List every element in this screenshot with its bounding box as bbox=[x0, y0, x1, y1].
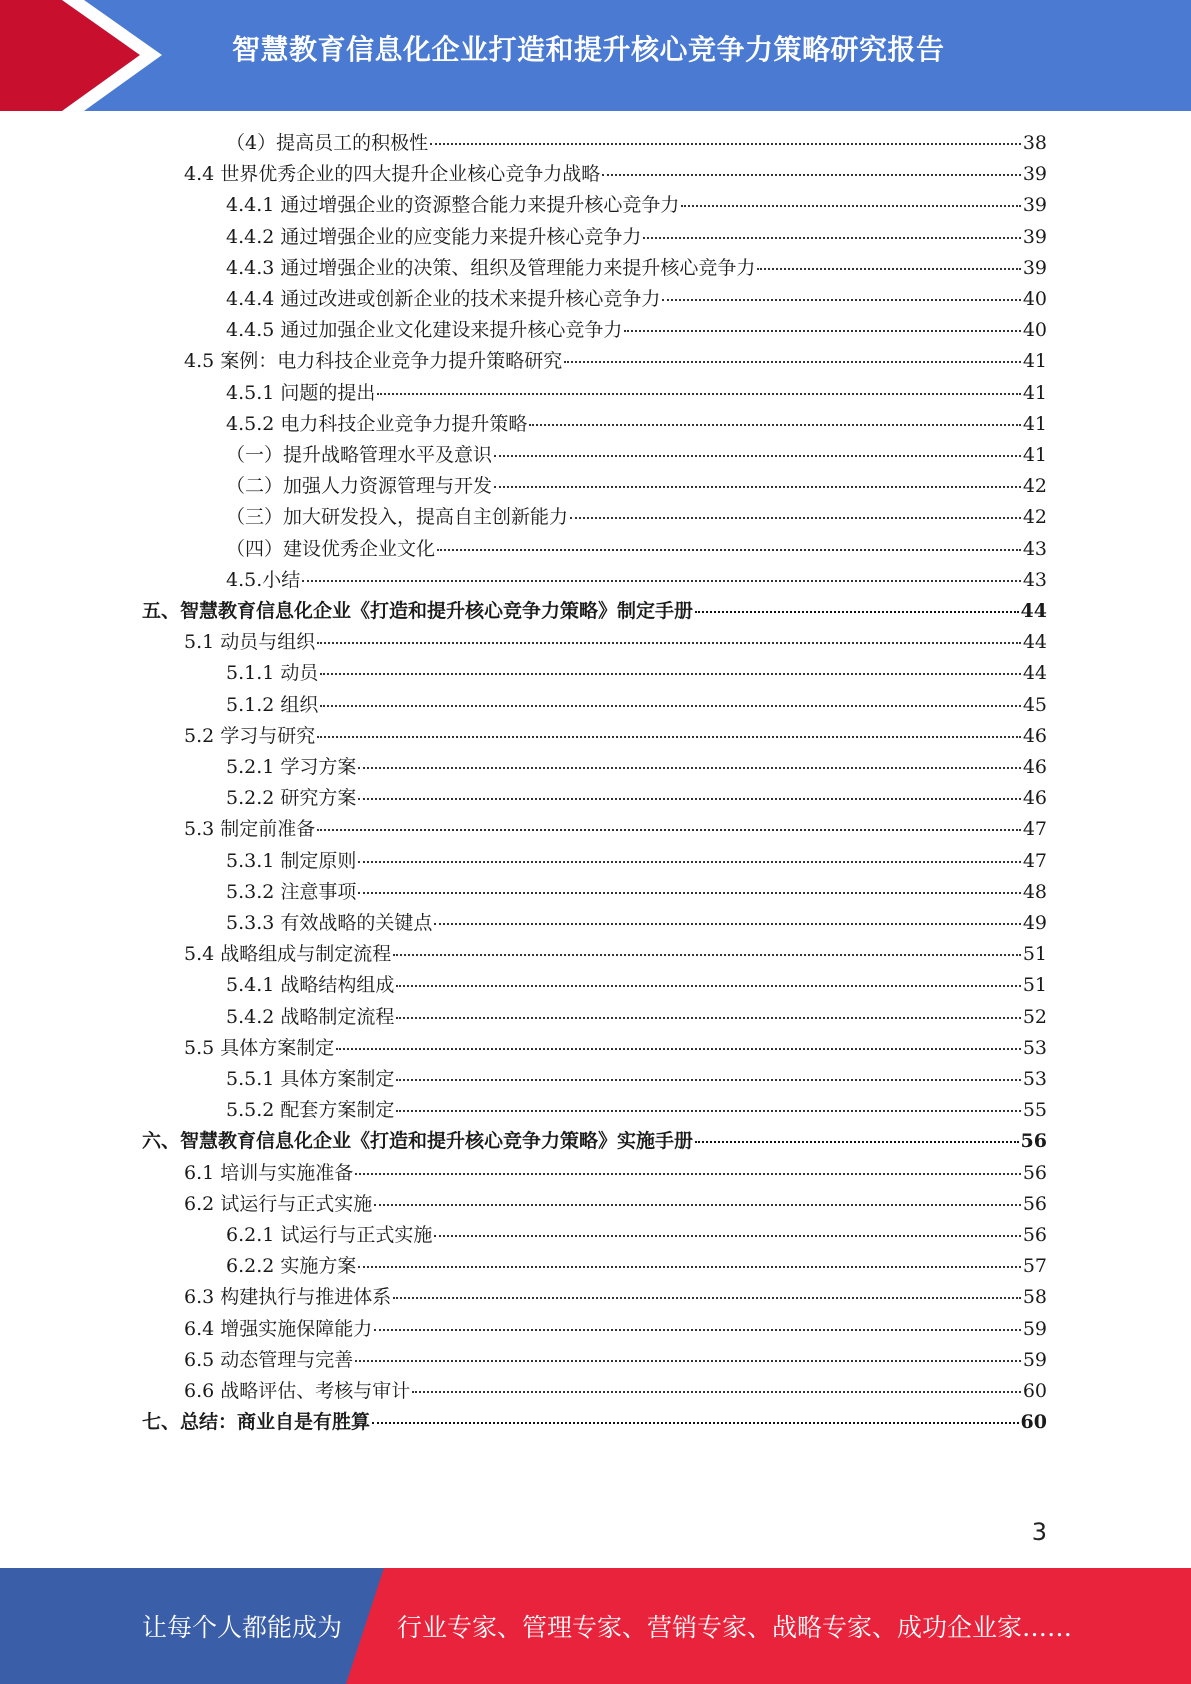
toc-entry[interactable] bbox=[226, 378, 1047, 409]
toc-dot-leader bbox=[393, 954, 1021, 956]
toc-entry[interactable] bbox=[184, 346, 1047, 377]
toc-entry-page: 56 bbox=[1022, 1193, 1047, 1215]
toc-entry[interactable] bbox=[184, 1282, 1047, 1313]
toc-entry-page: 41 bbox=[1022, 382, 1047, 404]
toc-entry[interactable] bbox=[142, 1126, 1047, 1157]
toc-entry[interactable] bbox=[226, 877, 1047, 908]
page-footer-banner bbox=[0, 1568, 1191, 1684]
toc-entry-title: （4）提高员工的积极性 bbox=[226, 132, 429, 154]
toc-entry[interactable] bbox=[226, 128, 1047, 159]
toc-entry-title: 5.2.2 研究方案 bbox=[226, 787, 357, 809]
toc-entry[interactable] bbox=[142, 1407, 1047, 1438]
toc-entry-page: 39 bbox=[1022, 194, 1047, 216]
toc-entry-page: 60 bbox=[1022, 1380, 1047, 1402]
toc-entry-title: 5.1.2 组织 bbox=[226, 694, 319, 716]
toc-dot-leader bbox=[434, 923, 1020, 925]
page-number: 3 bbox=[1031, 1518, 1047, 1546]
toc-dot-leader bbox=[695, 611, 1019, 613]
toc-entry-title: 4.5.小结 bbox=[226, 569, 301, 591]
toc-entry[interactable] bbox=[226, 1064, 1047, 1095]
toc-entry[interactable] bbox=[226, 908, 1047, 939]
toc-dot-leader bbox=[393, 1297, 1021, 1299]
toc-entry-title: 6.5 动态管理与完善 bbox=[184, 1349, 354, 1371]
toc-dot-leader bbox=[494, 486, 1021, 488]
toc-dot-leader bbox=[358, 767, 1020, 769]
toc-entry-page: 55 bbox=[1022, 1099, 1047, 1121]
toc-entry-title: 6.2 试运行与正式实施 bbox=[184, 1193, 373, 1215]
toc-entry-page: 41 bbox=[1022, 350, 1047, 372]
toc-entry-title: 4.5 案例：电力科技企业竞争力提升策略研究 bbox=[184, 350, 563, 372]
toc-entry[interactable] bbox=[184, 939, 1047, 970]
toc-entry[interactable] bbox=[226, 690, 1047, 721]
toc-dot-leader bbox=[355, 1360, 1021, 1362]
toc-entry-title: 6.2.2 实施方案 bbox=[226, 1255, 357, 1277]
toc-entry[interactable] bbox=[184, 1345, 1047, 1376]
toc-entry-page: 56 bbox=[1022, 1162, 1047, 1184]
toc-entry-title: 6.4 增强实施保障能力 bbox=[184, 1318, 373, 1340]
toc-dot-leader bbox=[396, 1017, 1020, 1019]
footer-slogan-left: 让每个人都能成为 bbox=[142, 1613, 343, 1642]
toc-entry[interactable] bbox=[226, 1002, 1047, 1033]
toc-entry-title: 五、智慧教育信息化企业《打造和提升核心竞争力策略》制定手册 bbox=[142, 600, 694, 622]
toc-entry-page: 59 bbox=[1022, 1318, 1047, 1340]
page-header-banner bbox=[0, 0, 1191, 111]
toc-entry-page: 39 bbox=[1022, 226, 1047, 248]
toc-dot-leader bbox=[396, 985, 1020, 987]
toc-entry-page: 40 bbox=[1022, 319, 1047, 341]
toc-entry-page: 43 bbox=[1022, 569, 1047, 591]
toc-dot-leader bbox=[437, 549, 1021, 551]
toc-entry[interactable] bbox=[226, 409, 1047, 440]
toc-entry-page: 46 bbox=[1022, 756, 1047, 778]
toc-entry-title: 4.4 世界优秀企业的四大提升企业核心竞争力战略 bbox=[184, 163, 601, 185]
toc-entry-title: 5.3.1 制定原则 bbox=[226, 850, 357, 872]
toc-entry[interactable] bbox=[226, 222, 1047, 253]
toc-dot-leader bbox=[529, 424, 1020, 426]
toc-entry-page: 42 bbox=[1022, 475, 1047, 497]
toc-entry[interactable] bbox=[184, 1376, 1047, 1407]
toc-dot-leader bbox=[374, 1204, 1021, 1206]
toc-entry[interactable] bbox=[226, 846, 1047, 877]
toc-entry-page: 45 bbox=[1022, 694, 1047, 716]
toc-dot-leader bbox=[396, 1110, 1020, 1112]
toc-entry-title: （一）提升战略管理水平及意识 bbox=[226, 444, 493, 466]
toc-entry-page: 38 bbox=[1022, 132, 1047, 154]
toc-entry-page: 40 bbox=[1022, 288, 1047, 310]
toc-entry-title: 4.4.2 通过增强企业的应变能力来提升核心竞争力 bbox=[226, 226, 642, 248]
header-red-chevron bbox=[0, 0, 140, 111]
toc-dot-leader bbox=[336, 1048, 1021, 1050]
toc-entry-page: 44 bbox=[1020, 600, 1047, 622]
toc-entry-page: 53 bbox=[1022, 1068, 1047, 1090]
toc-entry-title: 5.5 具体方案制定 bbox=[184, 1037, 335, 1059]
toc-entry-page: 58 bbox=[1022, 1286, 1047, 1308]
toc-entry-page: 41 bbox=[1022, 413, 1047, 435]
toc-entry-title: 5.3.2 注意事项 bbox=[226, 881, 357, 903]
toc-entry[interactable] bbox=[184, 1314, 1047, 1345]
toc-entry-page: 39 bbox=[1022, 163, 1047, 185]
toc-entry-page: 39 bbox=[1022, 257, 1047, 279]
toc-entry[interactable] bbox=[226, 315, 1047, 346]
toc-dot-leader bbox=[374, 1329, 1021, 1331]
toc-entry-page: 46 bbox=[1022, 725, 1047, 747]
toc-entry-page: 41 bbox=[1022, 444, 1047, 466]
toc-entry[interactable] bbox=[184, 159, 1047, 190]
toc-entry-title: 六、智慧教育信息化企业《打造和提升核心竞争力策略》实施手册 bbox=[142, 1130, 694, 1152]
toc-entry-title: 4.4.3 通过增强企业的决策、组织及管理能力来提升核心竞争力 bbox=[226, 257, 756, 279]
toc-dot-leader bbox=[564, 361, 1021, 363]
toc-dot-leader bbox=[317, 736, 1021, 738]
toc-entry-page: 43 bbox=[1022, 538, 1047, 560]
toc-entry-page: 46 bbox=[1022, 787, 1047, 809]
toc-entry-title: 6.6 战略评估、考核与审计 bbox=[184, 1380, 411, 1402]
toc-entry-page: 60 bbox=[1020, 1411, 1047, 1433]
toc-entry-title: 6.2.1 试运行与正式实施 bbox=[226, 1224, 433, 1246]
toc-entry-title: 5.4 战略组成与制定流程 bbox=[184, 943, 392, 965]
toc-entry-title: 6.1 培训与实施准备 bbox=[184, 1162, 354, 1184]
toc-entry[interactable] bbox=[226, 658, 1047, 689]
toc-entry[interactable] bbox=[226, 565, 1047, 596]
toc-entry[interactable] bbox=[226, 284, 1047, 315]
toc-dot-leader bbox=[412, 1391, 1021, 1393]
toc-entry-page: 49 bbox=[1022, 912, 1047, 934]
toc-entry-page: 59 bbox=[1022, 1349, 1047, 1371]
toc-entry-title: 5.3 制定前准备 bbox=[184, 818, 316, 840]
toc-dot-leader bbox=[358, 892, 1020, 894]
toc-entry[interactable] bbox=[184, 1033, 1047, 1064]
toc-entry[interactable] bbox=[226, 1095, 1047, 1126]
toc-entry-page: 48 bbox=[1022, 881, 1047, 903]
toc-dot-leader bbox=[358, 1266, 1020, 1268]
toc-entry[interactable] bbox=[184, 721, 1047, 752]
toc-entry-page: 44 bbox=[1022, 662, 1047, 684]
toc-entry-title: 4.4.5 通过加强企业文化建设来提升核心竞争力 bbox=[226, 319, 623, 341]
toc-dot-leader bbox=[757, 268, 1020, 270]
toc-entry-page: 56 bbox=[1022, 1224, 1047, 1246]
toc-entry-title: （二）加强人力资源管理与开发 bbox=[226, 475, 493, 497]
toc-dot-leader bbox=[320, 673, 1020, 675]
toc-entry[interactable] bbox=[226, 1251, 1047, 1282]
toc-entry-title: 6.3 构建执行与推进体系 bbox=[184, 1286, 392, 1308]
toc-entry[interactable] bbox=[226, 502, 1047, 533]
toc-entry[interactable] bbox=[184, 1158, 1047, 1189]
toc-entry-title: 5.3.3 有效战略的关键点 bbox=[226, 912, 433, 934]
toc-entry[interactable] bbox=[226, 970, 1047, 1001]
document-title: 智慧教育信息化企业打造和提升核心竞争力策略研究报告 bbox=[232, 33, 945, 66]
toc-entry-page: 53 bbox=[1022, 1037, 1047, 1059]
toc-dot-leader bbox=[494, 455, 1021, 457]
toc-entry[interactable] bbox=[226, 471, 1047, 502]
toc-dot-leader bbox=[358, 861, 1020, 863]
toc-entry[interactable] bbox=[226, 440, 1047, 471]
toc-dot-leader bbox=[430, 143, 1021, 145]
toc-entry[interactable] bbox=[226, 783, 1047, 814]
toc-entry[interactable] bbox=[226, 190, 1047, 221]
toc-dot-leader bbox=[317, 829, 1021, 831]
toc-entry[interactable] bbox=[226, 253, 1047, 284]
toc-entry[interactable] bbox=[184, 1189, 1047, 1220]
toc-entry-page: 47 bbox=[1022, 850, 1047, 872]
toc-dot-leader bbox=[320, 705, 1020, 707]
toc-dot-leader bbox=[434, 1235, 1020, 1237]
toc-dot-leader bbox=[302, 580, 1021, 582]
toc-entry-title: 5.1.1 动员 bbox=[226, 662, 319, 684]
toc-dot-leader bbox=[602, 174, 1021, 176]
toc-entry-page: 44 bbox=[1022, 631, 1047, 653]
toc-entry[interactable] bbox=[226, 534, 1047, 565]
toc-dot-leader bbox=[570, 517, 1021, 519]
toc-entry-title: 4.5.2 电力科技企业竞争力提升策略 bbox=[226, 413, 528, 435]
toc-dot-leader bbox=[695, 1141, 1019, 1143]
toc-entry-page: 47 bbox=[1022, 818, 1047, 840]
toc-entry[interactable] bbox=[226, 752, 1047, 783]
toc-dot-leader bbox=[355, 1173, 1021, 1175]
toc-dot-leader bbox=[372, 1422, 1019, 1424]
toc-entry-title: （四）建设优秀企业文化 bbox=[226, 538, 436, 560]
toc-entry[interactable] bbox=[184, 627, 1047, 658]
toc-dot-leader bbox=[396, 1079, 1020, 1081]
toc-entry-page: 57 bbox=[1022, 1255, 1047, 1277]
toc-entry[interactable] bbox=[142, 596, 1047, 627]
toc-entry-page: 51 bbox=[1022, 974, 1047, 996]
toc-dot-leader bbox=[377, 393, 1020, 395]
toc-entry-title: 5.2 学习与研究 bbox=[184, 725, 316, 747]
toc-entry-title: 5.5.2 配套方案制定 bbox=[226, 1099, 395, 1121]
toc-entry-title: 4.4.1 通过增强企业的资源整合能力来提升核心竞争力 bbox=[226, 194, 680, 216]
toc-dot-leader bbox=[681, 205, 1020, 207]
toc-dot-leader bbox=[624, 330, 1020, 332]
toc-entry-page: 51 bbox=[1022, 943, 1047, 965]
toc-entry-title: 4.4.4 通过改进或创新企业的技术来提升核心竞争力 bbox=[226, 288, 661, 310]
toc-entry-page: 52 bbox=[1022, 1006, 1047, 1028]
toc-entry-title: 5.4.2 战略制定流程 bbox=[226, 1006, 395, 1028]
toc-entry-page: 56 bbox=[1020, 1130, 1047, 1152]
toc-entry-title: 5.4.1 战略结构组成 bbox=[226, 974, 395, 996]
toc-dot-leader bbox=[662, 299, 1020, 301]
toc-entry-title: 4.5.1 问题的提出 bbox=[226, 382, 376, 404]
toc-dot-leader bbox=[317, 642, 1021, 644]
toc-entry-title: （三）加大研发投入，提高自主创新能力 bbox=[226, 506, 569, 528]
toc-entry-title: 5.1 动员与组织 bbox=[184, 631, 316, 653]
toc-entry-page: 42 bbox=[1022, 506, 1047, 528]
toc-dot-leader bbox=[358, 798, 1020, 800]
footer-slogan-right: 行业专家、管理专家、营销专家、战略专家、成功企业家…… bbox=[397, 1613, 1073, 1642]
toc-entry-title: 5.5.1 具体方案制定 bbox=[226, 1068, 395, 1090]
toc-entry[interactable] bbox=[226, 1220, 1047, 1251]
toc-entry[interactable] bbox=[184, 814, 1047, 845]
toc-entry-title: 七、总结：商业自是有胜算 bbox=[142, 1411, 371, 1433]
toc-dot-leader bbox=[643, 237, 1020, 239]
toc-entry-title: 5.2.1 学习方案 bbox=[226, 756, 357, 778]
